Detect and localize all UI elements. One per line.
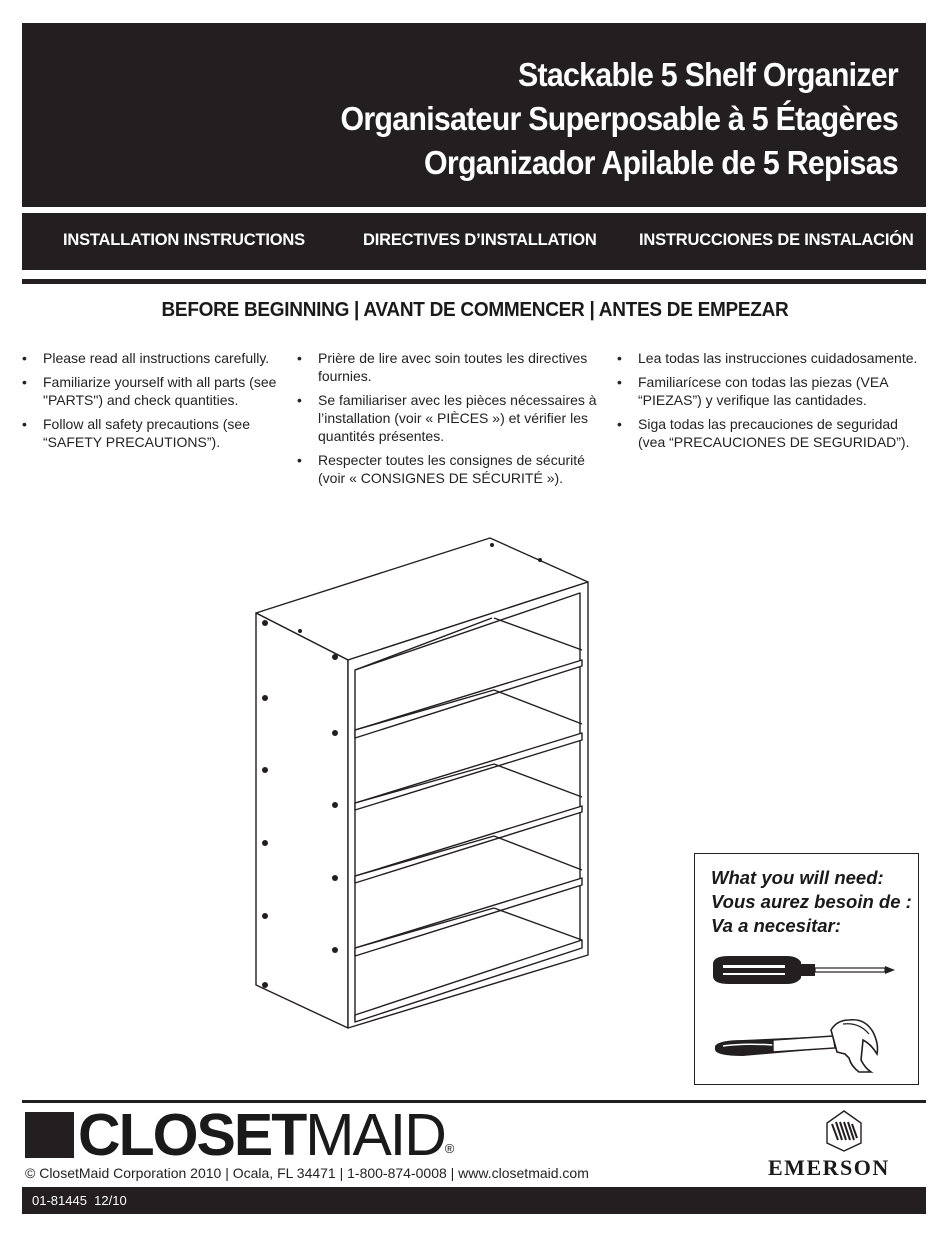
- notes-french: [297, 349, 597, 493]
- note-item: • Familiarize yourself with all parts (see "PARTS") and check quantities.: [22, 373, 292, 409]
- before-beginning-heading: BEFORE BEGINNING | AVANT DE COMMENCER | ANTES DE EMPEZAR: [161, 299, 789, 321]
- note-item: • Please read all instructions carefully.: [22, 349, 292, 367]
- tools-needed-box: [694, 853, 919, 1085]
- note-item: • Familiarícese con todas las piezas (VEA “PIEZAS”) y verifique las cantidades.: [617, 373, 929, 409]
- note-item: • Lea todas las instrucciones cuidadosamente.: [617, 349, 929, 367]
- tools-title-es: Va a necesitar:: [711, 915, 841, 936]
- brand-bold: CLOSET: [78, 1102, 306, 1168]
- section-divider: [22, 279, 926, 284]
- note-item: • Siga todas las precauciones de seguridad (vea “PRECAUCIONES DE SEGURIDAD”).: [617, 415, 929, 451]
- note-item: • Respecter toutes les consignes de sécurité (voir « CONSIGNES DE SÉCURITÉ »).: [297, 451, 597, 487]
- notes-english: [22, 349, 292, 457]
- emerson-logo-icon: [826, 1110, 862, 1152]
- title-english: Stackable 5 Shelf Organizer: [517, 56, 898, 93]
- footer-band: [22, 1187, 926, 1214]
- hammer-icon: [713, 1010, 883, 1080]
- note-item: • Se familiariser avec les pièces nécessaires à l’installation (voir « PIÈCES ») et vérifier les quantités présentes.: [297, 391, 597, 445]
- brand-light: MAID: [305, 1102, 445, 1168]
- emerson-wordmark: EMERSON: [768, 1155, 890, 1180]
- title-spanish: Organizador Apilable de 5 Repisas: [424, 144, 898, 181]
- instructions-label-fr: DIRECTIVES D’INSTALLATION: [363, 231, 597, 249]
- tools-title-fr: Vous aurez besoin de :: [711, 891, 912, 912]
- instructions-label-en: INSTALLATION INSTRUCTIONS: [63, 231, 305, 249]
- note-item: • Follow all safety precautions (see “SAFETY PRECAUTIONS”).: [22, 415, 292, 451]
- shelf-organizer-illustration: [250, 535, 595, 1035]
- registered-mark: ®: [444, 1141, 455, 1156]
- title-band: [22, 23, 926, 207]
- instructions-label-es: INSTRUCCIONES DE INSTALACIÓN: [639, 231, 914, 249]
- note-item: • Prière de lire avec soin toutes les directives fournies.: [297, 349, 597, 385]
- closetmaid-logo-mark: [25, 1112, 74, 1158]
- copyright-line: © ClosetMaid Corporation 2010 | Ocala, FL 34471 | 1-800-874-0008 | www.closetmaid.com: [25, 1165, 589, 1181]
- title-french: Organisateur Superposable à 5 Étagères: [340, 100, 898, 137]
- notes-spanish: [617, 349, 929, 457]
- tools-title-en: What you will need:: [711, 867, 884, 888]
- instructions-band: [22, 213, 926, 270]
- screwdriver-icon: [709, 952, 899, 990]
- document-code: 01-81445 12/10: [32, 1193, 127, 1208]
- closetmaid-logo: [78, 1100, 454, 1170]
